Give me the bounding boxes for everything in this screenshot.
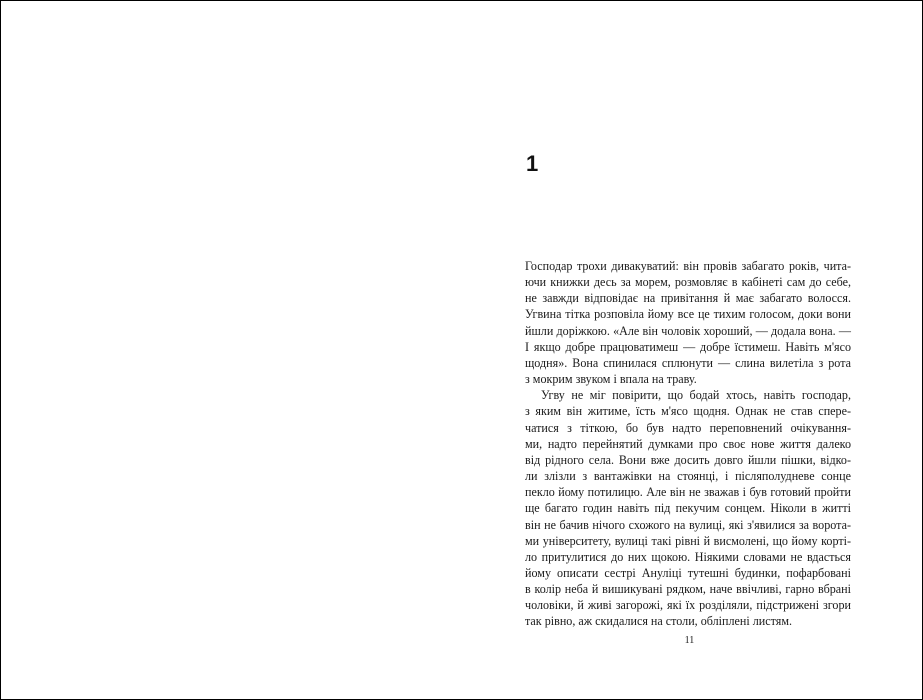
right-page (461, 1, 922, 699)
paragraph-2 (525, 387, 851, 629)
text-line: Угвина тітка розповіла йому все це тихим голосом, доки вони (525, 307, 851, 322)
chapter-number: 1 (526, 151, 539, 176)
text-line: він не бачив нічого схожого на вулиці, які з'явилися за ворота- (525, 517, 851, 532)
text-line: ли злізли з вантажівки на стоянці, і післяполудневе сонце (525, 469, 851, 484)
paragraph-1 (525, 258, 851, 387)
text-line: І якщо добре працюватимеш — добре їстимеш. Навіть м'ясо (525, 339, 851, 354)
text-line: ми університету, вулиці такі рівні й висмолені, що йому корті- (525, 533, 851, 548)
page-number-text: 11 (684, 635, 695, 646)
chapter-body-text (525, 258, 851, 630)
text-line: ще багато годин навіть під пекучим сонцем. Ніколи в житті (525, 501, 851, 516)
text-line: від рідного села. Вони вже досить довго йшли пішки, відко- (525, 452, 851, 467)
text-line: Господар трохи дивакуватий: він провів забагато років, чита- (525, 259, 851, 273)
text-line: з яким він житиме, їсть м'ясо щодня. Однак не став спере- (525, 404, 851, 419)
text-line: чатися з тіткою, бо був надто переповнений очікування- (525, 420, 851, 435)
text-line: пекло йому потилицю. Але він не зважав і був готовий пройти (525, 485, 851, 500)
text-line: ючи книжки десь за морем, розмовляє в кабінеті сам до себе, (525, 275, 851, 290)
text-line: не завжди відповідає на привітання й має забагато волосся. (525, 291, 851, 306)
page-number (461, 635, 922, 646)
text-line: так рівно, аж скидалися на столи, обліплені листям. (525, 614, 792, 629)
text-line: йшли доріжкою. «Але він чоловік хороший, — додала вона. — (525, 323, 851, 338)
text-line: ло притулитися до них щокою. Ніякими словами не вдасться (525, 549, 851, 564)
left-page-blank (1, 1, 461, 699)
text-line: ми, надто перейнятий думками про своє нове життя далеко (525, 436, 851, 451)
text-line: в колір неба й вишикувані рядком, наче ввічливі, гарно вбрані (525, 582, 851, 597)
text-line: з мокрим звуком і впала на траву. (525, 372, 697, 387)
text-line: щодня». Вона спинилася сплюнути — слина вилетіла з рота (525, 355, 851, 370)
text-line: йому описати сестрі Ануліці тутешні будинки, пофарбовані (525, 565, 851, 580)
text-line: чоловіки, й живі загорожі, які їх розділяли, підстрижені згори (525, 598, 851, 613)
text-line: Угву не міг повірити, що бодай хтось, навіть господар, (541, 388, 851, 403)
